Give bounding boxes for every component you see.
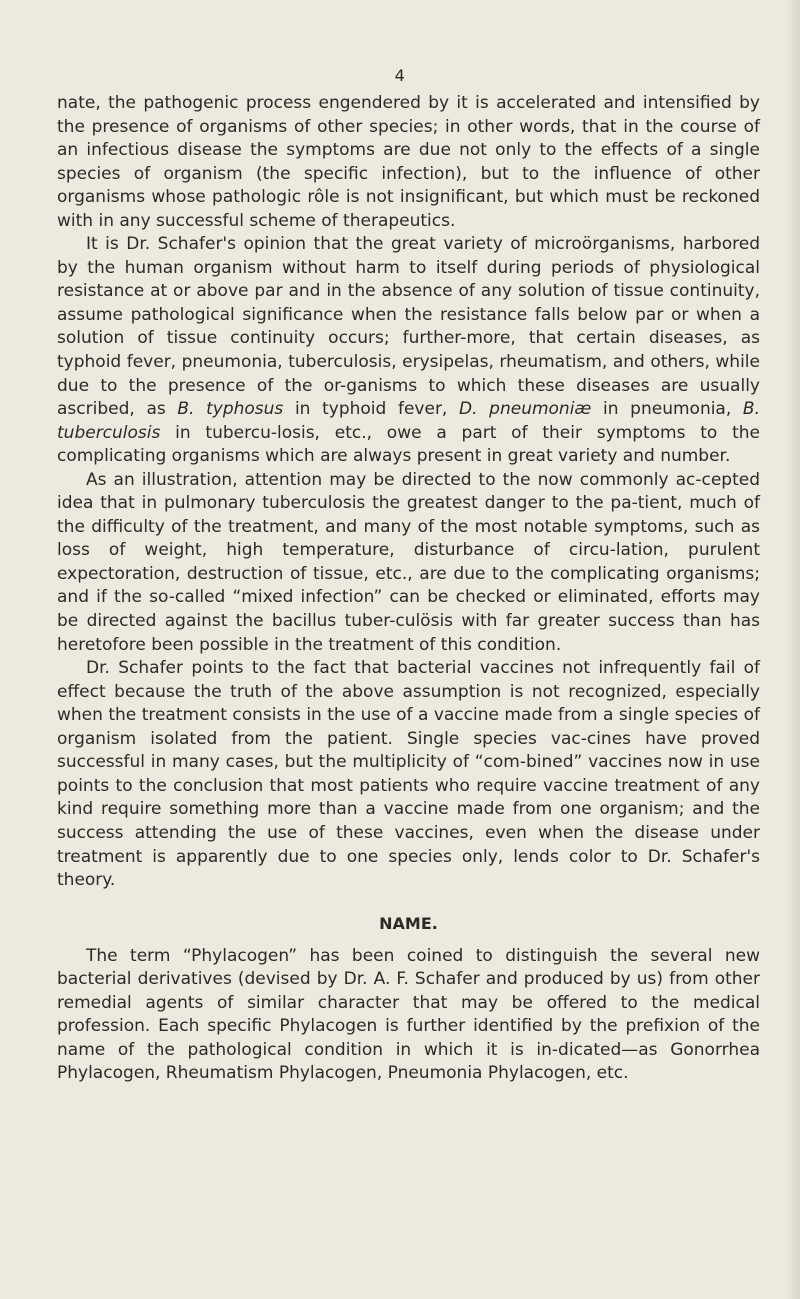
page-edge-shadow [786, 0, 800, 1299]
paragraph-text: in pneumonia, [591, 399, 743, 420]
organism-name: B. tuberculosis [57, 399, 760, 443]
paragraph-text: in typhoid fever, [283, 399, 460, 420]
paragraph-text: in tubercu-losis, etc., owe a part of their symptoms to the complicating organisms which are always present in great variety and number. [57, 422, 760, 467]
paragraph-illustration: As an illustration, attention may be directed to the now commonly ac-cepted idea that in pulmonary tuberculosis the greatest danger to the pa-tient, much of the difficulty of the treatment, and many of the most notable symptoms, such as loss of weight, high temperature, disturbance of circu-lation, purulent expectoration, destruction of tissue, etc., are due to the complicating organisms; and if the so-called “mixed infection” can be checked or eliminated, efforts may be directed against the bacillus tuber-culösis with far greater success than has heretofore been possible in the treatment of this condition. [57, 469, 760, 655]
organism-name: D. pneumoniæ [459, 399, 592, 420]
organism-name: B. typhosus [177, 399, 284, 420]
paragraph-schafer-opinion [57, 233, 760, 468]
paragraph-name-definition: The term “Phylacogen” has been coined to distinguish the several new bacterial derivatives (devised by Dr. A. F. Schafer and produced by us) from other remedial agents of similar character that may be offered to the medical profession. Each specific Phylacogen is further identified by the prefixion of the name of the pathological condition in which it is in-dicated—as Gonorrhea Phylacogen, Rheumatism Phylacogen, Pneumonia Phylacogen, etc. [57, 945, 760, 1084]
paragraph-vaccines: Dr. Schafer points to the fact that bacterial vaccines not infrequently fail of effect because the truth of the above assumption is not recognized, especially when the treatment consists in the use of a vaccine made from a single species of organism isolated from the patient. Single species vac-cines have proved successful in many cases, but the multiplicity of “com-bined” vaccines now in use points to the conclusion that most patients who require vaccine treatment of any kind require something more than a vaccine made from one organism; and the success attending the use of these vaccines, even when the disease under treatment is apparently due to one species only, lends color to Dr. Schafer's theory. [57, 658, 760, 891]
page-number: 4 [394, 66, 406, 85]
paragraph-text: It is Dr. Schafer's opinion that the great variety of microörganisms, harbored by the human organism without harm to itself during periods of physiological resistance at or above par and in the absence of any solution of tissue continuity, assume pathological significance when the resistance falls below par or when a solution of tissue continuity occurs; further-more, that certain diseases, as typhoid fever, pneumonia, tuberculosis, erysipelas, rheumatism, and others, while due to the presence of the or-ganisms to which these diseases are usually ascribed, as [57, 234, 760, 420]
section-heading: NAME. [379, 913, 438, 933]
paragraph-continuation: nate, the pathogenic process engendered by it is accelerated and intensified by the presence of organisms of other species; in other words, that in the course of an infectious disease the symptoms are due not only to the effects of a single species of organism (the specific infection), but to the influence of other organisms whose pathologic rôle is not insignificant, but which must be reckoned with in any successful scheme of therapeutics. [57, 93, 760, 231]
page-body [57, 92, 760, 1086]
